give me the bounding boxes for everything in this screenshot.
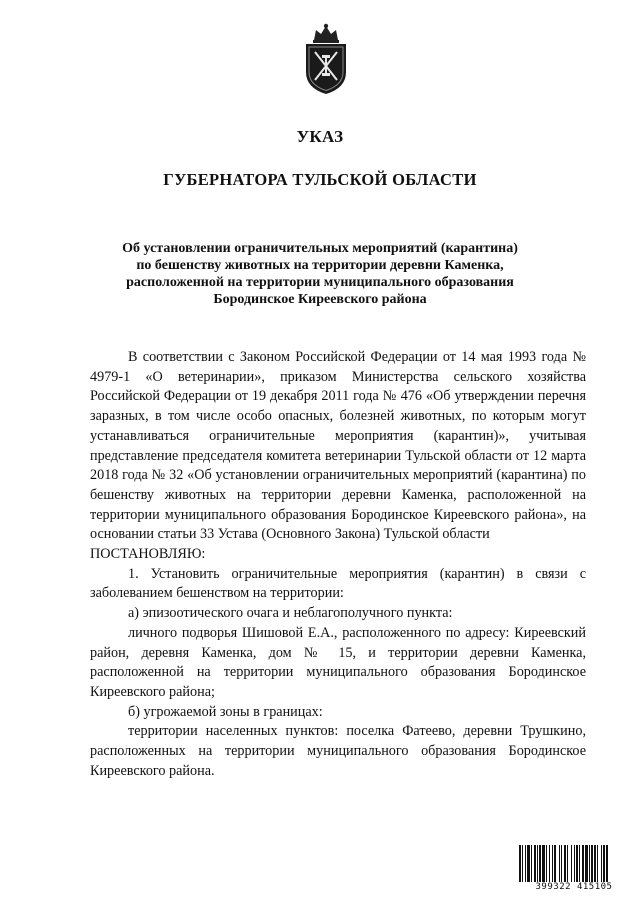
item-1a-text: личного подворья Шишовой Е.А., расположенного по адресу: Киреевский район, деревня Каменка, дом № 15, и территории деревни Каменка, расположенной на территории муниципального образования Бородинское Киреевского района; (90, 624, 586, 700)
tula-coat-of-arms-icon (300, 22, 352, 96)
decree-body (90, 348, 586, 781)
subject-line: Об установлении ограничительных мероприятий (карантина) (122, 241, 518, 256)
item-1-paragraph: 1. Установить ограничительные мероприятия (карантин) в связи с заболеванием бешенством на территории: (90, 565, 586, 602)
document-type-title: УКАЗ (296, 127, 344, 146)
decree-word: ПОСТАНОВЛЯЮ: (90, 546, 206, 563)
item-1b-text: территории населенных пунктов: поселка Фатеево, деревни Трушкино, расположенных на территории муниципального образования Бородинское Киреевского района. (90, 723, 586, 779)
item-1b-heading: б) угрожаемой зоны в границах: (128, 703, 323, 720)
subject-line: по бешенству животных на территории деревни Каменка, (136, 258, 504, 273)
barcode-number: 399322 415105 (518, 882, 630, 893)
issuer-title: ГУБЕРНАТОРА ТУЛЬСКОЙ ОБЛАСТИ (163, 170, 477, 189)
subject-line: расположенной на территории муниципального образования (126, 275, 514, 290)
decree-subject (90, 240, 550, 308)
preamble-paragraph: В соответствии с Законом Российской Федерации от 14 мая 1993 года № 4979-1 «О ветеринарии», приказом Министерства сельского хозяйства Российской Федерации от 19 декабря 2011 года № 476 «Об утверждении перечня заразных, в том числе особо опасных, болезней животных, по которым могут устанавливаться ограничительные мероприятия (карантин)», учитывая представление председателя комитета ветеринарии Тульской области от 12 марта 2018 года № 32 «Об установлении ограничительных мероприятий (карантина) по бешенству животных на территории деревни Каменка, расположенной на территории муниципального образования Бородинское Киреевского района», на основании статьи 33 Устава (Основного Закона) Тульской области (90, 349, 586, 543)
item-1a-heading: а) эпизоотического очага и неблагополучного пункта: (128, 605, 453, 622)
subject-line: Бородинское Киреевского района (213, 292, 427, 307)
